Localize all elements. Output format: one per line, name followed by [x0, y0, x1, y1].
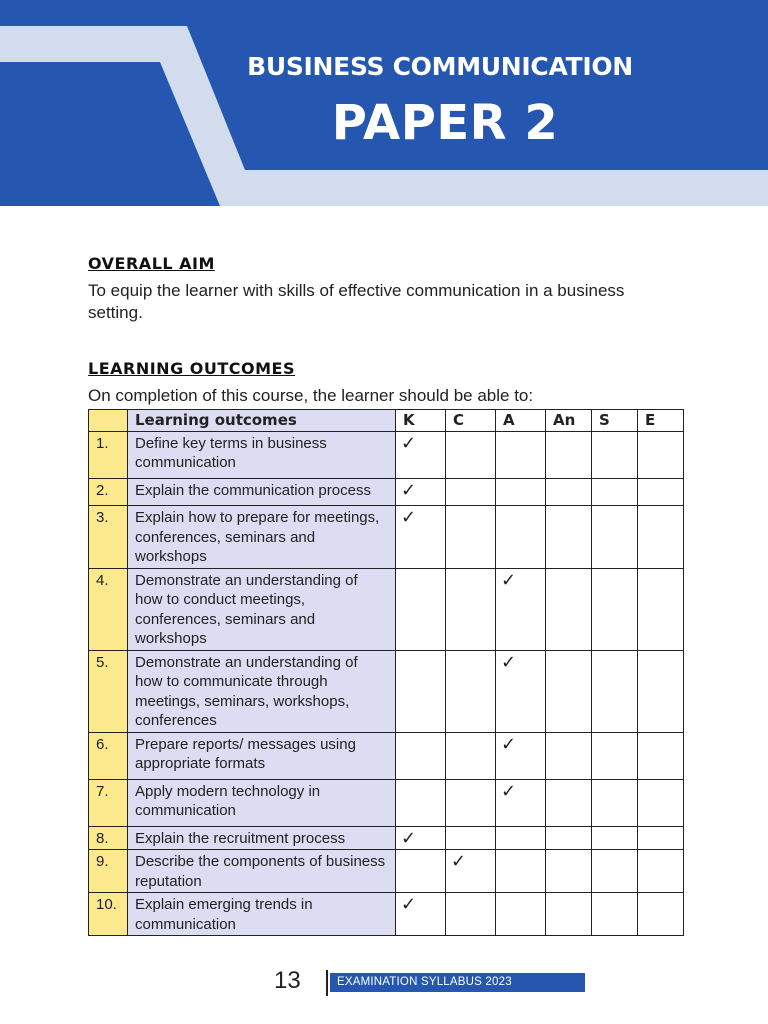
level-cell-c	[446, 826, 496, 850]
level-cell-c	[446, 779, 496, 826]
header-number	[89, 410, 128, 432]
overall-aim-text: To equip the learner with skills of effective communication in a business setting.	[88, 281, 625, 322]
table-row	[89, 650, 684, 732]
header-learning-outcomes: Learning outcomes	[128, 410, 396, 432]
level-cell-s	[592, 850, 638, 893]
row-number: 2.	[89, 478, 128, 506]
row-number: 4.	[89, 568, 128, 650]
check-icon: ✓	[446, 850, 496, 893]
header-a: A	[496, 410, 546, 432]
level-cell-an	[546, 850, 592, 893]
level-cell-c	[446, 568, 496, 650]
level-cell-k	[396, 850, 446, 893]
footer-label: EXAMINATION SYLLABUS 2023	[330, 973, 585, 992]
level-cell-an	[546, 568, 592, 650]
table-row	[89, 568, 684, 650]
level-cell-a	[496, 850, 546, 893]
row-outcome-text: Define key terms in business communication	[128, 431, 396, 478]
level-cell-s	[592, 650, 638, 732]
header-s: S	[592, 410, 638, 432]
check-icon: ✓	[396, 478, 446, 506]
check-icon: ✓	[496, 732, 546, 779]
page-number: 13	[274, 967, 301, 994]
row-outcome-text: Demonstrate an understanding of how to communicate through meetings, seminars, workshops, conferences	[128, 650, 396, 732]
level-cell-c	[446, 478, 496, 506]
row-number: 6.	[89, 732, 128, 779]
table-body	[89, 431, 684, 936]
paper-title: PAPER 2	[331, 95, 559, 151]
level-cell-s	[592, 568, 638, 650]
check-icon: ✓	[496, 779, 546, 826]
level-cell-c	[446, 506, 496, 569]
check-icon: ✓	[396, 826, 446, 850]
footer-divider	[326, 970, 328, 996]
table-header-row	[89, 410, 684, 432]
level-cell-e	[638, 506, 684, 569]
check-icon: ✓	[496, 650, 546, 732]
level-cell-k	[396, 650, 446, 732]
level-cell-a	[496, 893, 546, 936]
header-k: K	[396, 410, 446, 432]
level-cell-an	[546, 893, 592, 936]
table-row	[89, 826, 684, 850]
learning-outcomes-heading: LEARNING OUTCOMES	[88, 359, 295, 378]
table-row	[89, 732, 684, 779]
level-cell-s	[592, 826, 638, 850]
row-outcome-text: Describe the components of business reputation	[128, 850, 396, 893]
row-number: 8.	[89, 826, 128, 850]
level-cell-a	[496, 431, 546, 478]
check-icon: ✓	[496, 568, 546, 650]
table-row	[89, 850, 684, 893]
row-number: 5.	[89, 650, 128, 732]
level-cell-an	[546, 478, 592, 506]
learning-outcomes-table	[88, 409, 684, 936]
level-cell-s	[592, 431, 638, 478]
check-icon: ✓	[396, 893, 446, 936]
level-cell-a	[496, 478, 546, 506]
level-cell-an	[546, 779, 592, 826]
row-outcome-text: Explain how to prepare for meetings, conferences, seminars and workshops	[128, 506, 396, 569]
row-number: 10.	[89, 893, 128, 936]
course-subtitle: BUSINESS COMMUNICATION	[247, 52, 633, 81]
table-row	[89, 431, 684, 478]
table-row	[89, 478, 684, 506]
level-cell-an	[546, 732, 592, 779]
header-c: C	[446, 410, 496, 432]
header-banner	[0, 0, 768, 206]
level-cell-e	[638, 826, 684, 850]
level-cell-c	[446, 650, 496, 732]
header-an: An	[546, 410, 592, 432]
level-cell-s	[592, 732, 638, 779]
header-e: E	[638, 410, 684, 432]
level-cell-c	[446, 732, 496, 779]
level-cell-an	[546, 506, 592, 569]
level-cell-e	[638, 568, 684, 650]
level-cell-k	[396, 779, 446, 826]
row-outcome-text: Explain the communication process	[128, 478, 396, 506]
row-number: 7.	[89, 779, 128, 826]
level-cell-s	[592, 478, 638, 506]
overall-aim-heading: OVERALL AIM	[88, 254, 215, 273]
row-outcome-text: Apply modern technology in communication	[128, 779, 396, 826]
row-outcome-text: Demonstrate an understanding of how to conduct meetings, conferences, seminars and workshops	[128, 568, 396, 650]
level-cell-an	[546, 826, 592, 850]
level-cell-e	[638, 732, 684, 779]
level-cell-e	[638, 850, 684, 893]
row-number: 9.	[89, 850, 128, 893]
level-cell-s	[592, 893, 638, 936]
learning-outcomes-intro: On completion of this course, the learner should be able to:	[88, 386, 534, 405]
row-outcome-text: Explain emerging trends in communication	[128, 893, 396, 936]
row-outcome-text: Prepare reports/ messages using appropriate formats	[128, 732, 396, 779]
check-icon: ✓	[396, 506, 446, 569]
level-cell-e	[638, 650, 684, 732]
row-number: 1.	[89, 431, 128, 478]
level-cell-e	[638, 431, 684, 478]
level-cell-e	[638, 779, 684, 826]
row-outcome-text: Explain the recruitment process	[128, 826, 396, 850]
level-cell-a	[496, 506, 546, 569]
level-cell-an	[546, 431, 592, 478]
level-cell-an	[546, 650, 592, 732]
level-cell-e	[638, 478, 684, 506]
level-cell-s	[592, 779, 638, 826]
level-cell-k	[396, 568, 446, 650]
level-cell-c	[446, 431, 496, 478]
level-cell-k	[396, 732, 446, 779]
level-cell-s	[592, 506, 638, 569]
table-row	[89, 779, 684, 826]
row-number: 3.	[89, 506, 128, 569]
level-cell-a	[496, 826, 546, 850]
level-cell-e	[638, 893, 684, 936]
table-row	[89, 893, 684, 936]
table-row	[89, 506, 684, 569]
level-cell-c	[446, 893, 496, 936]
check-icon: ✓	[396, 431, 446, 478]
